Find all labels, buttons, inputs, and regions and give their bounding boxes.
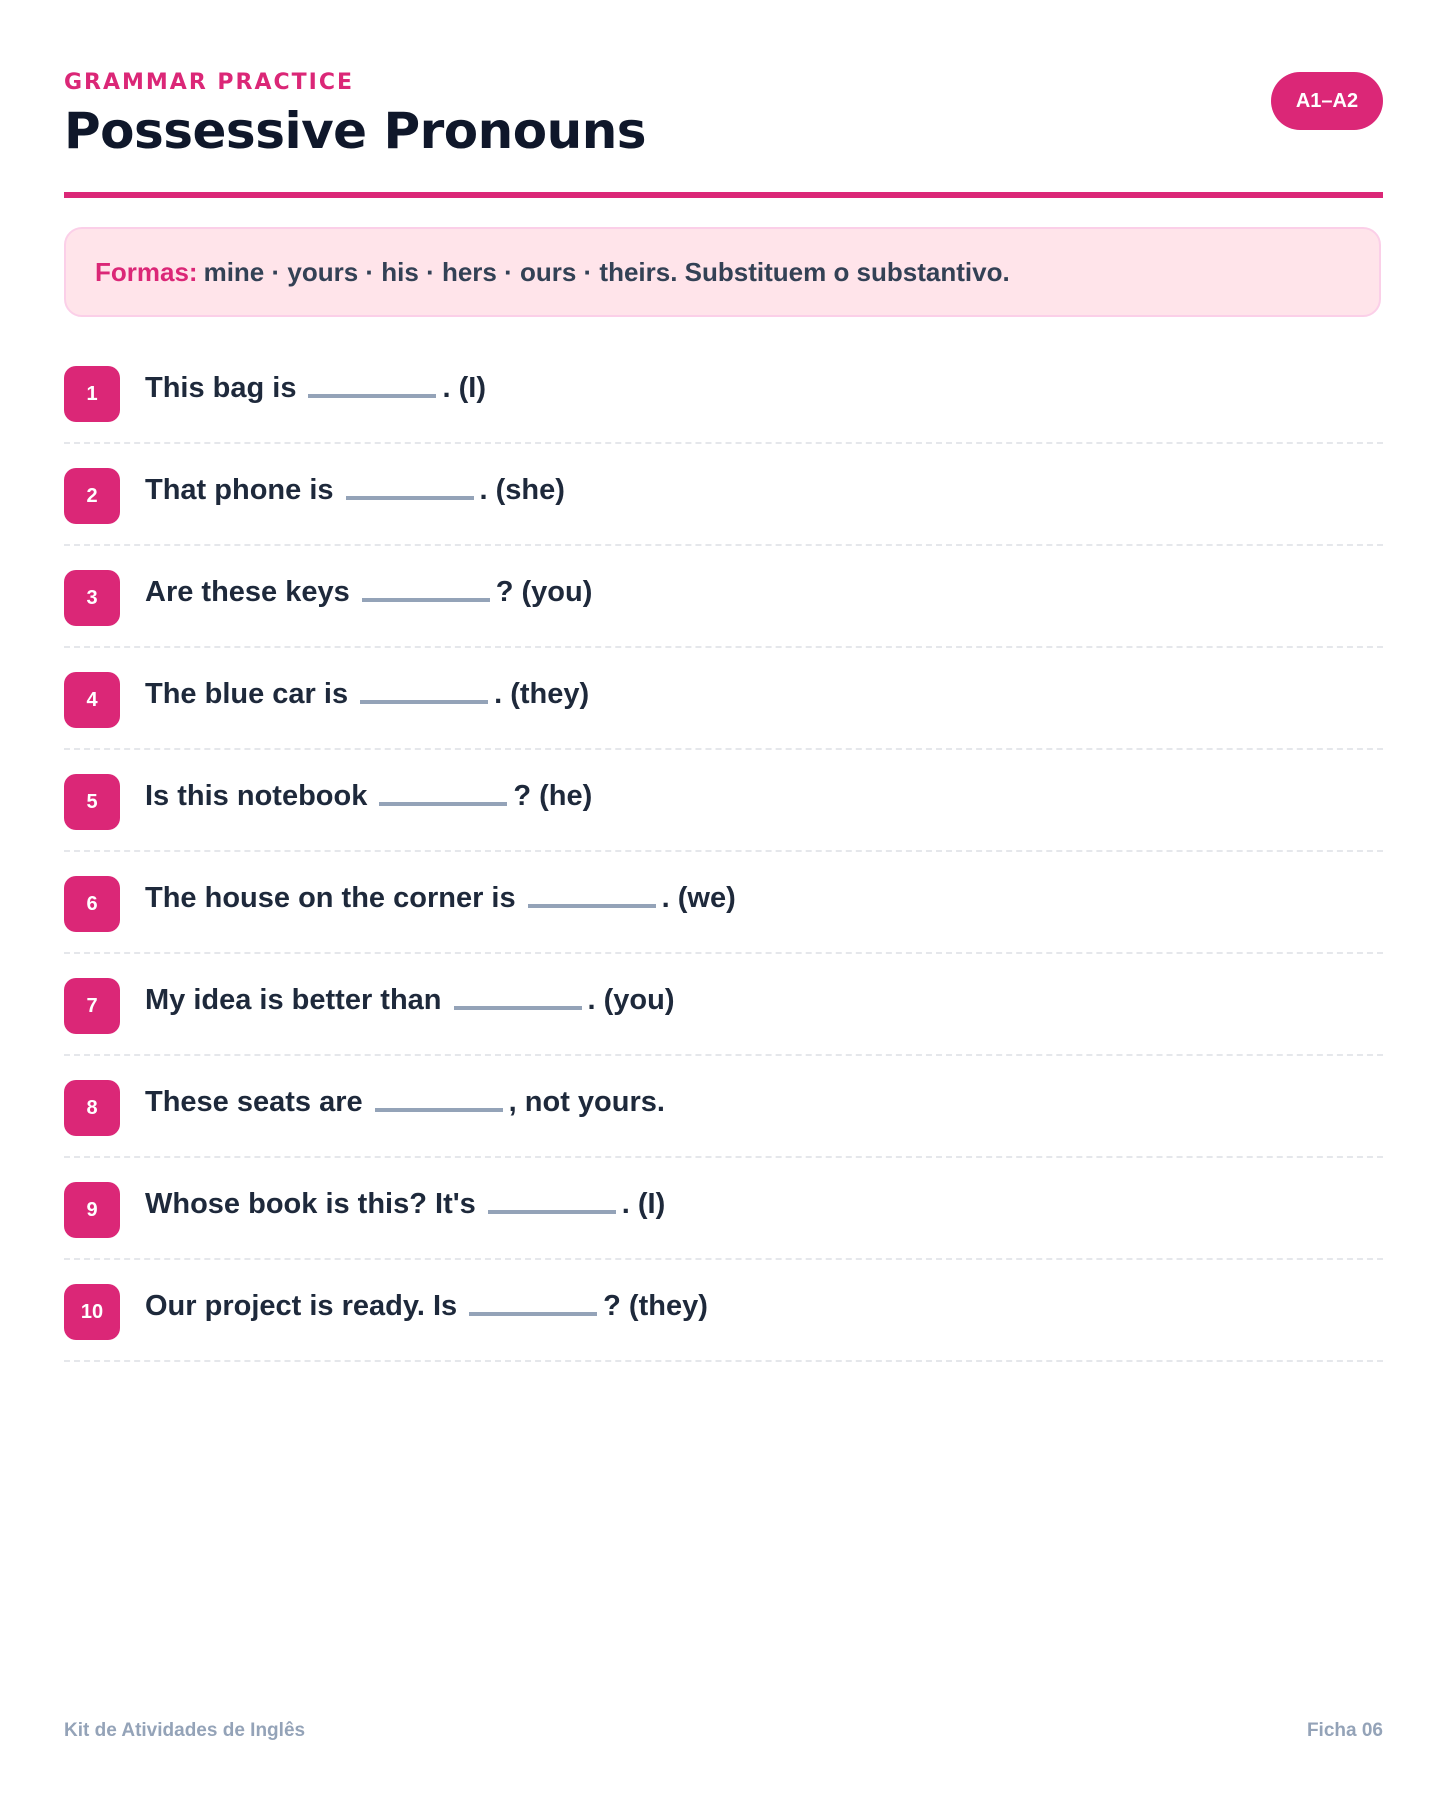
sentence-before: This bag is	[145, 371, 297, 404]
exercise-item	[64, 852, 1383, 954]
item-number-badge: 9	[64, 1182, 120, 1238]
answer-blank[interactable]	[379, 802, 507, 806]
sentence-before: Are these keys	[145, 575, 350, 608]
item-sentence	[145, 1184, 665, 1224]
worksheet-page	[64, 0, 1383, 1800]
header	[64, 66, 1383, 200]
item-sentence	[145, 776, 592, 816]
item-number-badge: 6	[64, 876, 120, 932]
exercise-item	[64, 546, 1383, 648]
answer-blank[interactable]	[346, 496, 474, 500]
exercise-item	[64, 1056, 1383, 1158]
exercise-item	[64, 1260, 1383, 1362]
exercise-item	[64, 342, 1383, 444]
sentence-after: , not yours.	[508, 1085, 665, 1118]
sentence-before: That phone is	[145, 473, 334, 506]
item-sentence	[145, 572, 592, 612]
exercise-item	[64, 954, 1383, 1056]
answer-blank[interactable]	[488, 1210, 616, 1214]
sentence-after: ? (he)	[513, 779, 593, 812]
sentence-after: . (I)	[621, 1187, 666, 1220]
sentence-after: . (she)	[479, 473, 565, 506]
sentence-before: Our project is ready. Is	[145, 1289, 458, 1322]
item-number-badge: 1	[64, 366, 120, 422]
exercise-item	[64, 1158, 1383, 1260]
item-number-badge: 4	[64, 672, 120, 728]
answer-blank[interactable]	[362, 598, 490, 602]
answer-blank[interactable]	[375, 1108, 503, 1112]
page-title: Possessive Pronouns	[64, 102, 647, 160]
answer-blank[interactable]	[469, 1312, 597, 1316]
answer-blank[interactable]	[528, 904, 656, 908]
sentence-after: . (we)	[661, 881, 736, 914]
item-sentence	[145, 368, 486, 408]
item-number-badge: 3	[64, 570, 120, 626]
sentence-after: ? (you)	[495, 575, 593, 608]
sentence-before: The house on the corner is	[145, 881, 516, 914]
answer-blank[interactable]	[454, 1006, 582, 1010]
sentence-before: Is this notebook	[145, 779, 368, 812]
exercise-item	[64, 750, 1383, 852]
footer-kit-name: Kit de Atividades de Inglês	[64, 1720, 306, 1741]
answer-blank[interactable]	[360, 700, 488, 704]
sentence-before: My idea is better than	[145, 983, 442, 1016]
forms-info-box	[64, 227, 1381, 317]
sentence-after: ? (they)	[603, 1289, 708, 1322]
item-sentence	[145, 980, 675, 1020]
footer-sheet-number: Ficha 06	[1306, 1720, 1383, 1741]
item-number-badge: 10	[64, 1284, 120, 1340]
exercise-item	[64, 648, 1383, 750]
sentence-after: . (they)	[494, 677, 590, 710]
level-badge: A1–A2	[1271, 72, 1383, 130]
exercise-item	[64, 444, 1383, 546]
sentence-after: . (you)	[587, 983, 675, 1016]
item-sentence	[145, 1082, 665, 1122]
sentence-before: Whose book is this? It's	[145, 1187, 476, 1220]
eyebrow-label: GRAMMAR PRACTICE	[64, 70, 355, 95]
item-sentence	[145, 470, 565, 510]
sentence-before: The blue car is	[145, 677, 349, 710]
item-sentence	[145, 878, 736, 918]
exercise-list	[64, 342, 1383, 1362]
item-number-badge: 5	[64, 774, 120, 830]
sentence-before: These seats are	[145, 1085, 363, 1118]
header-divider	[64, 192, 1383, 198]
info-text: mine · yours · his · hers · ours · theirs. Substituem o substantivo.	[203, 256, 1010, 287]
item-number-badge: 7	[64, 978, 120, 1034]
item-number-badge: 8	[64, 1080, 120, 1136]
item-sentence	[145, 1286, 708, 1326]
answer-blank[interactable]	[308, 394, 436, 398]
item-sentence	[145, 674, 589, 714]
info-label: Formas:	[95, 256, 198, 287]
sentence-after: . (I)	[442, 371, 486, 404]
item-number-badge: 2	[64, 468, 120, 524]
